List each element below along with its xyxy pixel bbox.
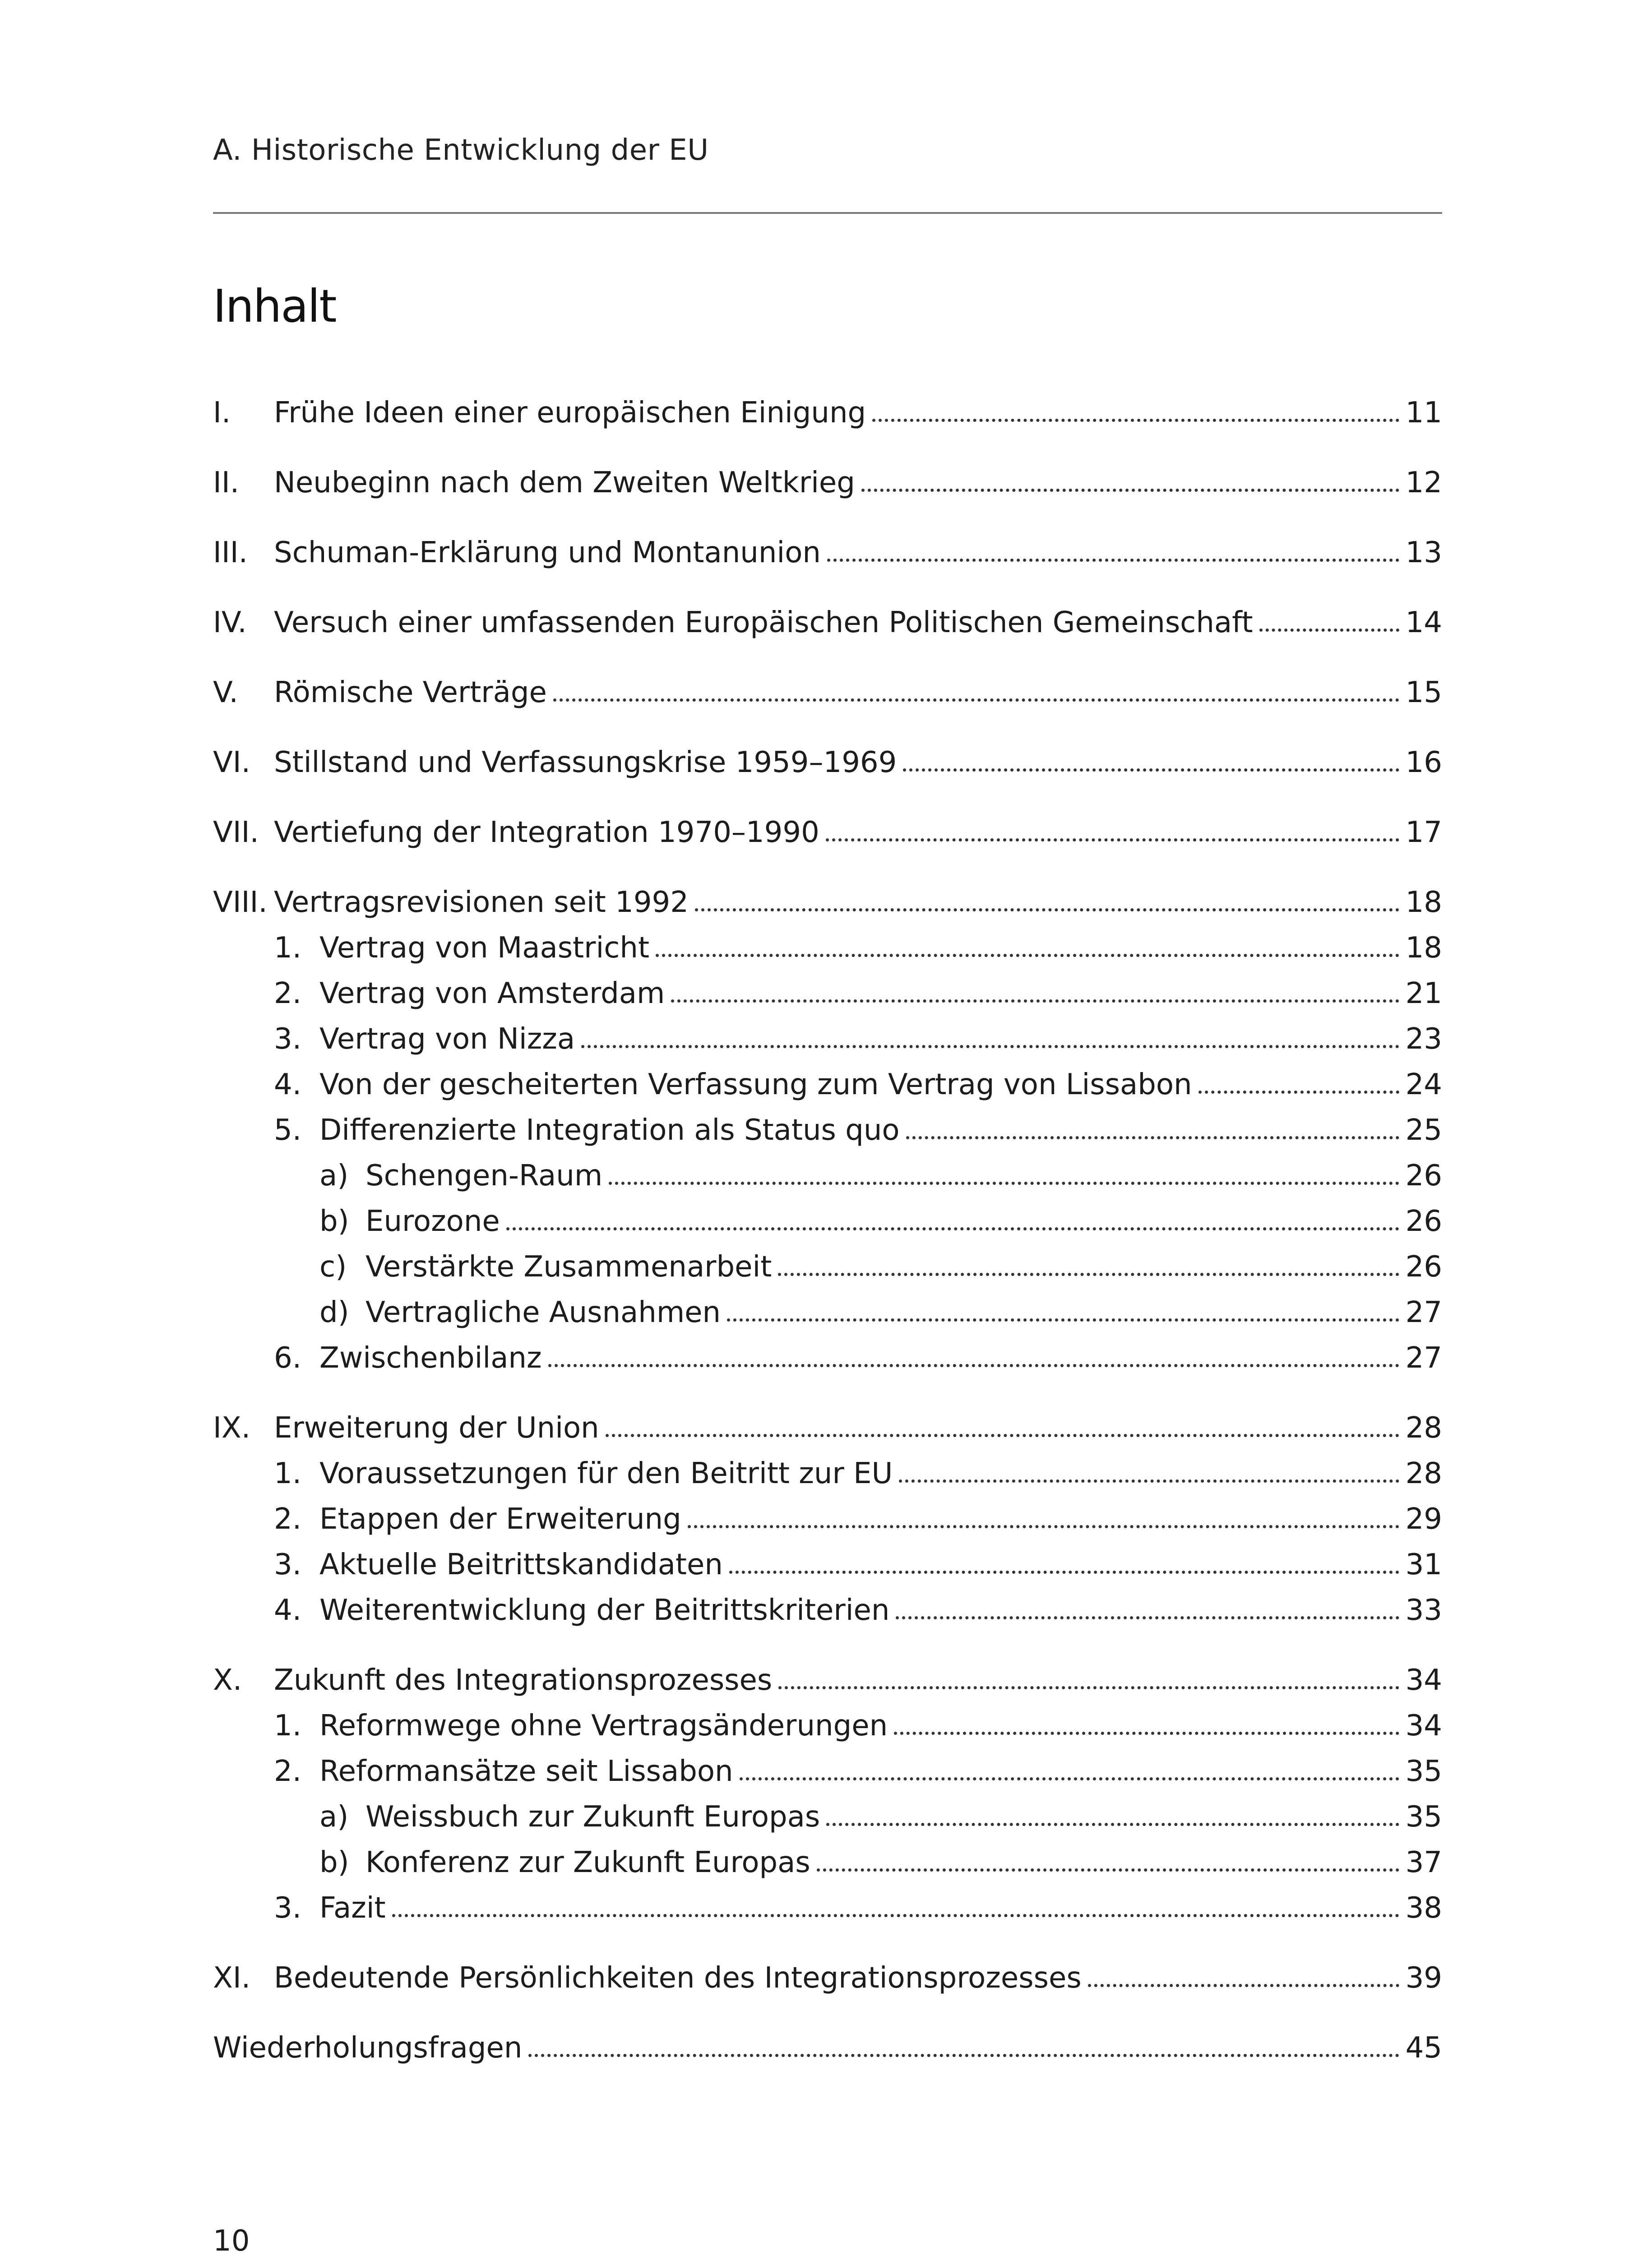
dot-leader	[528, 2054, 1399, 2057]
toc-entry-label: Versuch einer umfassenden Europäischen Politischen Gemeinschaft	[274, 606, 1253, 639]
toc-entry-number: 2.	[274, 977, 302, 1010]
toc-entry	[0, 462, 1652, 503]
toc-entry-page: 17	[1405, 816, 1442, 849]
toc-entry-number: 2.	[274, 1502, 302, 1536]
toc-entry	[0, 1247, 1652, 1287]
dot-leader	[817, 1868, 1399, 1872]
dot-leader	[894, 1732, 1399, 1735]
toc-entry-number: V.	[213, 676, 238, 709]
toc-entry	[0, 1019, 1652, 1059]
dot-leader	[899, 1479, 1399, 1483]
toc-entry-number: VIII.	[213, 886, 268, 919]
toc-entry	[0, 1590, 1652, 1631]
dot-leader	[671, 999, 1399, 1003]
toc-entry-number: VII.	[213, 816, 259, 849]
toc-entry	[0, 1958, 1652, 1998]
toc-entry	[0, 1499, 1652, 1539]
toc-entry	[0, 1544, 1652, 1585]
toc-entry-label: Vertiefung der Integration 1970–1990	[274, 816, 819, 849]
toc-entry-label: Römische Verträge	[274, 676, 547, 709]
toc-entry-page: 29	[1405, 1502, 1442, 1536]
toc-entry-number: II.	[213, 466, 240, 499]
toc-entry-page: 39	[1405, 1961, 1442, 1995]
toc-entry-label: Von der gescheiterten Verfassung zum Vertrag von Lissabon	[319, 1068, 1192, 1101]
toc-entry-label: Schengen-Raum	[366, 1159, 603, 1193]
toc-entry-label: Differenzierte Integration als Status quo	[319, 1114, 900, 1147]
dot-leader	[826, 838, 1399, 841]
toc-entry-label: Verstärkte Zusammenarbeit	[366, 1250, 772, 1284]
toc-entry	[0, 1888, 1652, 1928]
dot-leader	[727, 1318, 1399, 1322]
toc-entry	[0, 1338, 1652, 1378]
toc-entry-number: X.	[213, 1664, 242, 1697]
toc-entry	[0, 1453, 1652, 1494]
toc-entry-number: 3.	[274, 1022, 302, 1056]
toc-entry-label: Eurozone	[366, 1205, 500, 1238]
toc-entry-label: Weiterentwicklung der Beitrittskriterien	[319, 1594, 890, 1627]
toc-entry-page: 31	[1405, 1548, 1442, 1581]
toc-entry-page: 26	[1405, 1159, 1442, 1193]
toc-entry-number: 4.	[274, 1594, 302, 1627]
toc-entry-page: 18	[1405, 886, 1442, 919]
toc-entry	[0, 1201, 1652, 1242]
toc-entry-page: 34	[1405, 1664, 1442, 1697]
toc-entry	[0, 928, 1652, 968]
toc-entry-label: Vertrag von Amsterdam	[319, 977, 665, 1010]
toc-entry-number: d)	[319, 1296, 349, 1329]
toc-entry	[0, 1110, 1652, 1151]
dot-leader	[740, 1777, 1399, 1780]
toc-entry-page: 21	[1405, 977, 1442, 1010]
dot-leader	[826, 1823, 1399, 1826]
toc-entry-page: 18	[1405, 931, 1442, 965]
toc-entry-label: Stillstand und Verfassungskrise 1959–1969	[274, 746, 897, 779]
dot-leader	[827, 559, 1399, 562]
toc-entry	[0, 1064, 1652, 1105]
dot-leader	[553, 698, 1399, 702]
dot-leader	[1259, 629, 1399, 632]
toc-entry-number: 5.	[274, 1114, 302, 1147]
toc-entry	[0, 1797, 1652, 1837]
dot-leader	[906, 1136, 1399, 1139]
toc-entry	[0, 1408, 1652, 1448]
dot-leader	[1088, 1984, 1399, 1987]
toc-entry-page: 38	[1405, 1891, 1442, 1925]
toc-entry	[0, 672, 1652, 713]
toc-entry-label: Etappen der Erweiterung	[319, 1502, 681, 1536]
dot-leader	[861, 489, 1399, 492]
dot-leader	[695, 908, 1399, 911]
dot-leader	[1199, 1091, 1399, 1094]
toc-entry-number: 3.	[274, 1891, 302, 1925]
page-number: 10	[213, 2224, 250, 2256]
dot-leader	[506, 1227, 1399, 1230]
toc-entry-label: Voraussetzungen für den Beitritt zur EU	[319, 1457, 893, 1490]
toc-entry	[0, 1660, 1652, 1701]
toc-entry-label: Neubeginn nach dem Zweiten Weltkrieg	[274, 466, 855, 499]
toc-entry-number: 1.	[274, 1709, 302, 1743]
running-head: A. Historische Entwicklung der EU	[213, 134, 709, 167]
toc-entry-page: 16	[1405, 746, 1442, 779]
toc-entry-page: 27	[1405, 1296, 1442, 1329]
toc-entry-page: 27	[1405, 1341, 1442, 1375]
toc-entry-label: Weissbuch zur Zukunft Europas	[366, 1800, 820, 1834]
toc-entry-page: 33	[1405, 1594, 1442, 1627]
toc-entry-label: Konferenz zur Zukunft Europas	[366, 1846, 810, 1879]
toc-entry-page: 11	[1405, 396, 1442, 430]
toc-entry-label: Bedeutende Persönlichkeiten des Integrationsprozesses	[274, 1961, 1082, 1995]
toc-entry	[0, 393, 1652, 433]
toc-entry-number: 4.	[274, 1068, 302, 1101]
toc-entry	[0, 1156, 1652, 1196]
dot-leader	[548, 1364, 1399, 1367]
toc-entry-page: 15	[1405, 676, 1442, 709]
toc-entry-number: I.	[213, 396, 231, 430]
toc-entry-number: XI.	[213, 1961, 251, 1995]
toc-entry-label: Vertrag von Nizza	[319, 1022, 575, 1056]
toc-entry-number: 3.	[274, 1548, 302, 1581]
toc-entry-label: Erweiterung der Union	[274, 1411, 599, 1445]
toc-entry	[0, 1751, 1652, 1792]
toc-entry-page: 37	[1405, 1846, 1442, 1879]
toc-entry	[0, 2028, 1652, 2068]
toc-entry-page: 25	[1405, 1114, 1442, 1147]
toc-entry-label: Zwischenbilanz	[319, 1341, 542, 1375]
toc-entry-page: 26	[1405, 1205, 1442, 1238]
dot-leader	[656, 954, 1399, 957]
toc-entry-number: 1.	[274, 1457, 302, 1490]
toc-entry-page: 13	[1405, 536, 1442, 569]
toc-entry-page: 35	[1405, 1755, 1442, 1788]
toc-entry-number: 2.	[274, 1755, 302, 1788]
toc-entry-number: IX.	[213, 1411, 251, 1445]
toc-entry-number: a)	[319, 1800, 349, 1834]
toc-entry-number: c)	[319, 1250, 347, 1284]
toc-entry-label: Wiederholungsfragen	[213, 2031, 523, 2065]
toc-entry	[0, 812, 1652, 853]
toc-title: Inhalt	[213, 280, 336, 333]
toc-entry	[0, 1292, 1652, 1333]
dot-leader	[581, 1045, 1399, 1048]
dot-leader	[896, 1616, 1399, 1619]
dot-leader	[778, 1273, 1399, 1276]
toc-entry-number: a)	[319, 1159, 349, 1193]
toc-entry	[0, 532, 1652, 573]
toc-entry-page: 28	[1405, 1411, 1442, 1445]
toc-entry-page: 34	[1405, 1709, 1442, 1743]
dot-leader	[609, 1182, 1399, 1185]
dot-leader	[606, 1434, 1399, 1437]
toc-entry-label: Reformansätze seit Lissabon	[319, 1755, 733, 1788]
dot-leader	[872, 419, 1399, 422]
toc-entry-page: 24	[1405, 1068, 1442, 1101]
dot-leader	[903, 768, 1399, 772]
dot-leader	[778, 1686, 1399, 1689]
toc-entry	[0, 973, 1652, 1014]
toc-entry-number: b)	[319, 1846, 349, 1879]
toc-entry-number: 6.	[274, 1341, 302, 1375]
toc-entry-label: Frühe Ideen einer europäischen Einigung	[274, 396, 866, 430]
toc-entry-label: Vertragsrevisionen seit 1992	[274, 886, 689, 919]
toc-entry-page: 45	[1405, 2031, 1442, 2065]
toc-entry-label: Zukunft des Integrationsprozesses	[274, 1664, 773, 1697]
toc-entry-number: b)	[319, 1205, 349, 1238]
toc-entry	[0, 742, 1652, 783]
toc-entry	[0, 882, 1652, 923]
toc-entry-page: 23	[1405, 1022, 1442, 1056]
toc-entry-page: 26	[1405, 1250, 1442, 1284]
toc-entry-page: 28	[1405, 1457, 1442, 1490]
toc-entry-label: Reformwege ohne Vertragsänderungen	[319, 1709, 888, 1743]
toc-entry-number: 1.	[274, 931, 302, 965]
toc-entry-page: 14	[1405, 606, 1442, 639]
toc-entry-number: III.	[213, 536, 248, 569]
toc-entry-label: Aktuelle Beitrittskandidaten	[319, 1548, 723, 1581]
toc-entry	[0, 1842, 1652, 1883]
dot-leader	[392, 1914, 1399, 1917]
dot-leader	[688, 1525, 1399, 1528]
toc-entry	[0, 602, 1652, 643]
toc-entry-number: IV.	[213, 606, 247, 639]
toc-entry-number: VI.	[213, 746, 250, 779]
toc-entry-label: Schuman-Erklärung und Montanunion	[274, 536, 821, 569]
toc-entry-label: Vertrag von Maastricht	[319, 931, 650, 965]
toc-entry-label: Fazit	[319, 1891, 386, 1925]
toc-entry	[0, 1706, 1652, 1746]
toc-entry-label: Vertragliche Ausnahmen	[366, 1296, 721, 1329]
toc-entry-page: 35	[1405, 1800, 1442, 1834]
dot-leader	[729, 1571, 1399, 1574]
toc-entry-page: 12	[1405, 466, 1442, 499]
